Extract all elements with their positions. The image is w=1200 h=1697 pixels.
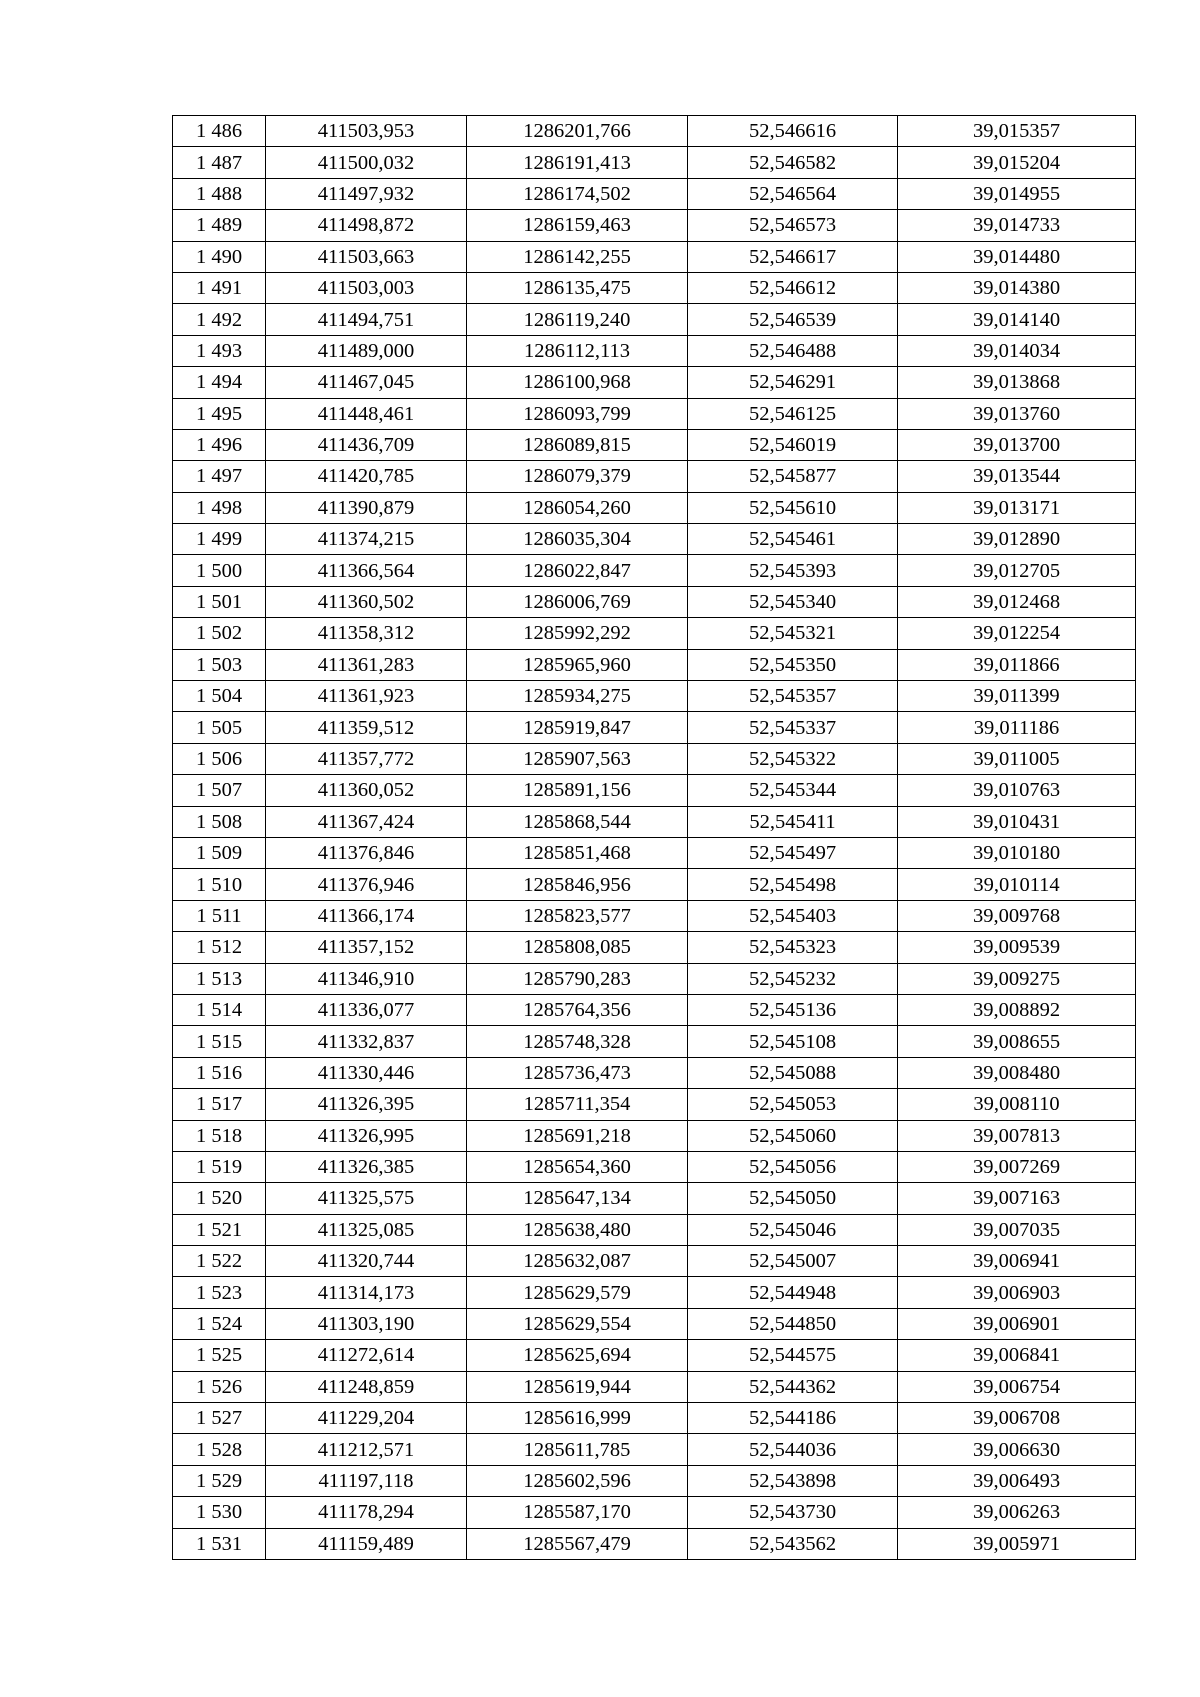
point-number-cell: 1 487 [173,147,266,178]
table-row [173,743,1136,774]
x-coordinate-cell: 411320,744 [266,1246,467,1277]
table-row [173,1528,1136,1559]
longitude-cell: 39,013868 [898,367,1136,398]
longitude-cell: 39,014140 [898,304,1136,335]
point-number-cell: 1 519 [173,1151,266,1182]
point-number-cell: 1 499 [173,524,266,555]
y-coordinate-cell: 1285992,292 [467,618,688,649]
table-row [173,932,1136,963]
table-row [173,398,1136,429]
longitude-cell: 39,007163 [898,1183,1136,1214]
longitude-cell: 39,011186 [898,712,1136,743]
point-number-cell: 1 525 [173,1340,266,1371]
table-row [173,994,1136,1025]
longitude-cell: 39,009768 [898,900,1136,931]
table-row [173,241,1136,272]
latitude-cell: 52,545007 [688,1246,898,1277]
point-number-cell: 1 496 [173,429,266,460]
point-number-cell: 1 492 [173,304,266,335]
table-row [173,1340,1136,1371]
table-row [173,1183,1136,1214]
latitude-cell: 52,546617 [688,241,898,272]
x-coordinate-cell: 411332,837 [266,1026,467,1057]
latitude-cell: 52,543898 [688,1465,898,1496]
point-number-cell: 1 504 [173,681,266,712]
latitude-cell: 52,546539 [688,304,898,335]
longitude-cell: 39,011866 [898,649,1136,680]
x-coordinate-cell: 411360,502 [266,586,467,617]
latitude-cell: 52,545498 [688,869,898,900]
x-coordinate-cell: 411360,052 [266,775,467,806]
table-row [173,1026,1136,1057]
latitude-cell: 52,546616 [688,116,898,147]
longitude-cell: 39,014733 [898,210,1136,241]
y-coordinate-cell: 1285891,156 [467,775,688,806]
y-coordinate-cell: 1286201,766 [467,116,688,147]
longitude-cell: 39,010180 [898,837,1136,868]
longitude-cell: 39,005971 [898,1528,1136,1559]
y-coordinate-cell: 1285587,170 [467,1497,688,1528]
table-row [173,1214,1136,1245]
point-number-cell: 1 515 [173,1026,266,1057]
x-coordinate-cell: 411336,077 [266,994,467,1025]
point-number-cell: 1 493 [173,335,266,366]
x-coordinate-cell: 411325,085 [266,1214,467,1245]
x-coordinate-cell: 411436,709 [266,429,467,460]
y-coordinate-cell: 1285919,847 [467,712,688,743]
table-row [173,1308,1136,1339]
point-number-cell: 1 523 [173,1277,266,1308]
point-number-cell: 1 522 [173,1246,266,1277]
table-row [173,1403,1136,1434]
latitude-cell: 52,545411 [688,806,898,837]
table-row [173,147,1136,178]
table-row [173,649,1136,680]
x-coordinate-cell: 411367,424 [266,806,467,837]
latitude-cell: 52,545321 [688,618,898,649]
latitude-cell: 52,544850 [688,1308,898,1339]
point-number-cell: 1 505 [173,712,266,743]
y-coordinate-cell: 1285625,694 [467,1340,688,1371]
y-coordinate-cell: 1285851,468 [467,837,688,868]
y-coordinate-cell: 1285907,563 [467,743,688,774]
latitude-cell: 52,545136 [688,994,898,1025]
latitude-cell: 52,546573 [688,210,898,241]
point-number-cell: 1 494 [173,367,266,398]
table-row [173,1434,1136,1465]
y-coordinate-cell: 1286022,847 [467,555,688,586]
longitude-cell: 39,008110 [898,1089,1136,1120]
longitude-cell: 39,008655 [898,1026,1136,1057]
latitude-cell: 52,545350 [688,649,898,680]
longitude-cell: 39,012468 [898,586,1136,617]
y-coordinate-cell: 1286112,113 [467,335,688,366]
x-coordinate-cell: 411390,879 [266,492,467,523]
table-row [173,429,1136,460]
y-coordinate-cell: 1285647,134 [467,1183,688,1214]
coordinates-table-body [173,116,1136,1560]
point-number-cell: 1 518 [173,1120,266,1151]
table-row [173,1089,1136,1120]
latitude-cell: 52,545060 [688,1120,898,1151]
table-row [173,1151,1136,1182]
longitude-cell: 39,012254 [898,618,1136,649]
y-coordinate-cell: 1285629,579 [467,1277,688,1308]
y-coordinate-cell: 1285748,328 [467,1026,688,1057]
latitude-cell: 52,545050 [688,1183,898,1214]
point-number-cell: 1 498 [173,492,266,523]
table-row [173,1497,1136,1528]
y-coordinate-cell: 1285790,283 [467,963,688,994]
point-number-cell: 1 524 [173,1308,266,1339]
table-row [173,900,1136,931]
longitude-cell: 39,012890 [898,524,1136,555]
longitude-cell: 39,007269 [898,1151,1136,1182]
table-row [173,1120,1136,1151]
y-coordinate-cell: 1285691,218 [467,1120,688,1151]
longitude-cell: 39,015204 [898,147,1136,178]
latitude-cell: 52,546125 [688,398,898,429]
table-row [173,712,1136,743]
x-coordinate-cell: 411229,204 [266,1403,467,1434]
longitude-cell: 39,006903 [898,1277,1136,1308]
latitude-cell: 52,545344 [688,775,898,806]
table-row [173,681,1136,712]
latitude-cell: 52,545357 [688,681,898,712]
longitude-cell: 39,014380 [898,272,1136,303]
point-number-cell: 1 502 [173,618,266,649]
x-coordinate-cell: 411374,215 [266,524,467,555]
longitude-cell: 39,010763 [898,775,1136,806]
longitude-cell: 39,007035 [898,1214,1136,1245]
table-row [173,116,1136,147]
y-coordinate-cell: 1285764,356 [467,994,688,1025]
latitude-cell: 52,544362 [688,1371,898,1402]
longitude-cell: 39,008480 [898,1057,1136,1088]
table-row [173,806,1136,837]
point-number-cell: 1 528 [173,1434,266,1465]
x-coordinate-cell: 411272,614 [266,1340,467,1371]
y-coordinate-cell: 1285868,544 [467,806,688,837]
table-row [173,304,1136,335]
latitude-cell: 52,545088 [688,1057,898,1088]
longitude-cell: 39,007813 [898,1120,1136,1151]
longitude-cell: 39,006263 [898,1497,1136,1528]
latitude-cell: 52,545403 [688,900,898,931]
x-coordinate-cell: 411314,173 [266,1277,467,1308]
table-row [173,1057,1136,1088]
latitude-cell: 52,545497 [688,837,898,868]
y-coordinate-cell: 1286079,379 [467,461,688,492]
longitude-cell: 39,006841 [898,1340,1136,1371]
x-coordinate-cell: 411503,003 [266,272,467,303]
x-coordinate-cell: 411467,045 [266,367,467,398]
point-number-cell: 1 500 [173,555,266,586]
x-coordinate-cell: 411346,910 [266,963,467,994]
longitude-cell: 39,010431 [898,806,1136,837]
y-coordinate-cell: 1285619,944 [467,1371,688,1402]
latitude-cell: 52,545337 [688,712,898,743]
latitude-cell: 52,544186 [688,1403,898,1434]
table-row [173,461,1136,492]
y-coordinate-cell: 1285611,785 [467,1434,688,1465]
point-number-cell: 1 503 [173,649,266,680]
point-number-cell: 1 501 [173,586,266,617]
latitude-cell: 52,546488 [688,335,898,366]
point-number-cell: 1 508 [173,806,266,837]
point-number-cell: 1 521 [173,1214,266,1245]
longitude-cell: 39,013544 [898,461,1136,492]
x-coordinate-cell: 411448,461 [266,398,467,429]
table-row [173,618,1136,649]
point-number-cell: 1 495 [173,398,266,429]
y-coordinate-cell: 1286159,463 [467,210,688,241]
latitude-cell: 52,544575 [688,1340,898,1371]
latitude-cell: 52,545877 [688,461,898,492]
latitude-cell: 52,545393 [688,555,898,586]
y-coordinate-cell: 1285711,354 [467,1089,688,1120]
latitude-cell: 52,546564 [688,178,898,209]
table-row [173,1277,1136,1308]
x-coordinate-cell: 411366,564 [266,555,467,586]
x-coordinate-cell: 411489,000 [266,335,467,366]
longitude-cell: 39,008892 [898,994,1136,1025]
longitude-cell: 39,011005 [898,743,1136,774]
latitude-cell: 52,545232 [688,963,898,994]
point-number-cell: 1 527 [173,1403,266,1434]
y-coordinate-cell: 1286119,240 [467,304,688,335]
point-number-cell: 1 514 [173,994,266,1025]
x-coordinate-cell: 411366,174 [266,900,467,931]
point-number-cell: 1 512 [173,932,266,963]
longitude-cell: 39,006941 [898,1246,1136,1277]
longitude-cell: 39,006901 [898,1308,1136,1339]
latitude-cell: 52,545056 [688,1151,898,1182]
table-row [173,1465,1136,1496]
longitude-cell: 39,013171 [898,492,1136,523]
point-number-cell: 1 516 [173,1057,266,1088]
y-coordinate-cell: 1286089,815 [467,429,688,460]
latitude-cell: 52,544948 [688,1277,898,1308]
x-coordinate-cell: 411197,118 [266,1465,467,1496]
latitude-cell: 52,546582 [688,147,898,178]
y-coordinate-cell: 1285629,554 [467,1308,688,1339]
point-number-cell: 1 513 [173,963,266,994]
x-coordinate-cell: 411325,575 [266,1183,467,1214]
x-coordinate-cell: 411498,872 [266,210,467,241]
latitude-cell: 52,545046 [688,1214,898,1245]
y-coordinate-cell: 1286135,475 [467,272,688,303]
longitude-cell: 39,010114 [898,869,1136,900]
x-coordinate-cell: 411494,751 [266,304,467,335]
x-coordinate-cell: 411361,923 [266,681,467,712]
table-row [173,210,1136,241]
point-number-cell: 1 489 [173,210,266,241]
table-row [173,963,1136,994]
y-coordinate-cell: 1286093,799 [467,398,688,429]
latitude-cell: 52,545322 [688,743,898,774]
table-row [173,335,1136,366]
latitude-cell: 52,546291 [688,367,898,398]
longitude-cell: 39,006708 [898,1403,1136,1434]
table-row [173,1371,1136,1402]
latitude-cell: 52,545461 [688,524,898,555]
x-coordinate-cell: 411358,312 [266,618,467,649]
latitude-cell: 52,545108 [688,1026,898,1057]
longitude-cell: 39,015357 [898,116,1136,147]
longitude-cell: 39,009275 [898,963,1136,994]
x-coordinate-cell: 411303,190 [266,1308,467,1339]
y-coordinate-cell: 1286035,304 [467,524,688,555]
longitude-cell: 39,014480 [898,241,1136,272]
point-number-cell: 1 511 [173,900,266,931]
table-row [173,837,1136,868]
table-row [173,492,1136,523]
x-coordinate-cell: 411357,772 [266,743,467,774]
table-row [173,367,1136,398]
x-coordinate-cell: 411330,446 [266,1057,467,1088]
latitude-cell: 52,545053 [688,1089,898,1120]
point-number-cell: 1 517 [173,1089,266,1120]
x-coordinate-cell: 411503,663 [266,241,467,272]
table-row [173,869,1136,900]
x-coordinate-cell: 411361,283 [266,649,467,680]
table-row [173,524,1136,555]
latitude-cell: 52,546612 [688,272,898,303]
y-coordinate-cell: 1285808,085 [467,932,688,963]
point-number-cell: 1 520 [173,1183,266,1214]
y-coordinate-cell: 1286174,502 [467,178,688,209]
y-coordinate-cell: 1285632,087 [467,1246,688,1277]
y-coordinate-cell: 1286100,968 [467,367,688,398]
point-number-cell: 1 530 [173,1497,266,1528]
y-coordinate-cell: 1286054,260 [467,492,688,523]
latitude-cell: 52,545323 [688,932,898,963]
y-coordinate-cell: 1286006,769 [467,586,688,617]
longitude-cell: 39,013700 [898,429,1136,460]
table-row [173,1246,1136,1277]
point-number-cell: 1 491 [173,272,266,303]
x-coordinate-cell: 411420,785 [266,461,467,492]
table-row [173,178,1136,209]
y-coordinate-cell: 1285654,360 [467,1151,688,1182]
x-coordinate-cell: 411326,385 [266,1151,467,1182]
table-row [173,555,1136,586]
latitude-cell: 52,543730 [688,1497,898,1528]
coordinates-table [172,115,1136,1560]
x-coordinate-cell: 411503,953 [266,116,467,147]
longitude-cell: 39,006493 [898,1465,1136,1496]
latitude-cell: 52,545610 [688,492,898,523]
x-coordinate-cell: 411500,032 [266,147,467,178]
y-coordinate-cell: 1285823,577 [467,900,688,931]
x-coordinate-cell: 411159,489 [266,1528,467,1559]
latitude-cell: 52,543562 [688,1528,898,1559]
y-coordinate-cell: 1285846,956 [467,869,688,900]
y-coordinate-cell: 1286191,413 [467,147,688,178]
point-number-cell: 1 526 [173,1371,266,1402]
table-row [173,272,1136,303]
longitude-cell: 39,014034 [898,335,1136,366]
longitude-cell: 39,009539 [898,932,1136,963]
point-number-cell: 1 529 [173,1465,266,1496]
y-coordinate-cell: 1286142,255 [467,241,688,272]
table-row [173,775,1136,806]
y-coordinate-cell: 1285736,473 [467,1057,688,1088]
point-number-cell: 1 507 [173,775,266,806]
y-coordinate-cell: 1285965,960 [467,649,688,680]
point-number-cell: 1 531 [173,1528,266,1559]
latitude-cell: 52,546019 [688,429,898,460]
longitude-cell: 39,006630 [898,1434,1136,1465]
x-coordinate-cell: 411178,294 [266,1497,467,1528]
point-number-cell: 1 497 [173,461,266,492]
longitude-cell: 39,011399 [898,681,1136,712]
x-coordinate-cell: 411326,995 [266,1120,467,1151]
x-coordinate-cell: 411326,395 [266,1089,467,1120]
y-coordinate-cell: 1285616,999 [467,1403,688,1434]
y-coordinate-cell: 1285602,596 [467,1465,688,1496]
y-coordinate-cell: 1285638,480 [467,1214,688,1245]
x-coordinate-cell: 411212,571 [266,1434,467,1465]
x-coordinate-cell: 411248,859 [266,1371,467,1402]
x-coordinate-cell: 411497,932 [266,178,467,209]
point-number-cell: 1 509 [173,837,266,868]
point-number-cell: 1 510 [173,869,266,900]
longitude-cell: 39,014955 [898,178,1136,209]
longitude-cell: 39,012705 [898,555,1136,586]
table-row [173,586,1136,617]
x-coordinate-cell: 411376,846 [266,837,467,868]
point-number-cell: 1 488 [173,178,266,209]
y-coordinate-cell: 1285934,275 [467,681,688,712]
longitude-cell: 39,013760 [898,398,1136,429]
x-coordinate-cell: 411357,152 [266,932,467,963]
point-number-cell: 1 490 [173,241,266,272]
point-number-cell: 1 486 [173,116,266,147]
latitude-cell: 52,544036 [688,1434,898,1465]
point-number-cell: 1 506 [173,743,266,774]
longitude-cell: 39,006754 [898,1371,1136,1402]
y-coordinate-cell: 1285567,479 [467,1528,688,1559]
latitude-cell: 52,545340 [688,586,898,617]
x-coordinate-cell: 411376,946 [266,869,467,900]
x-coordinate-cell: 411359,512 [266,712,467,743]
